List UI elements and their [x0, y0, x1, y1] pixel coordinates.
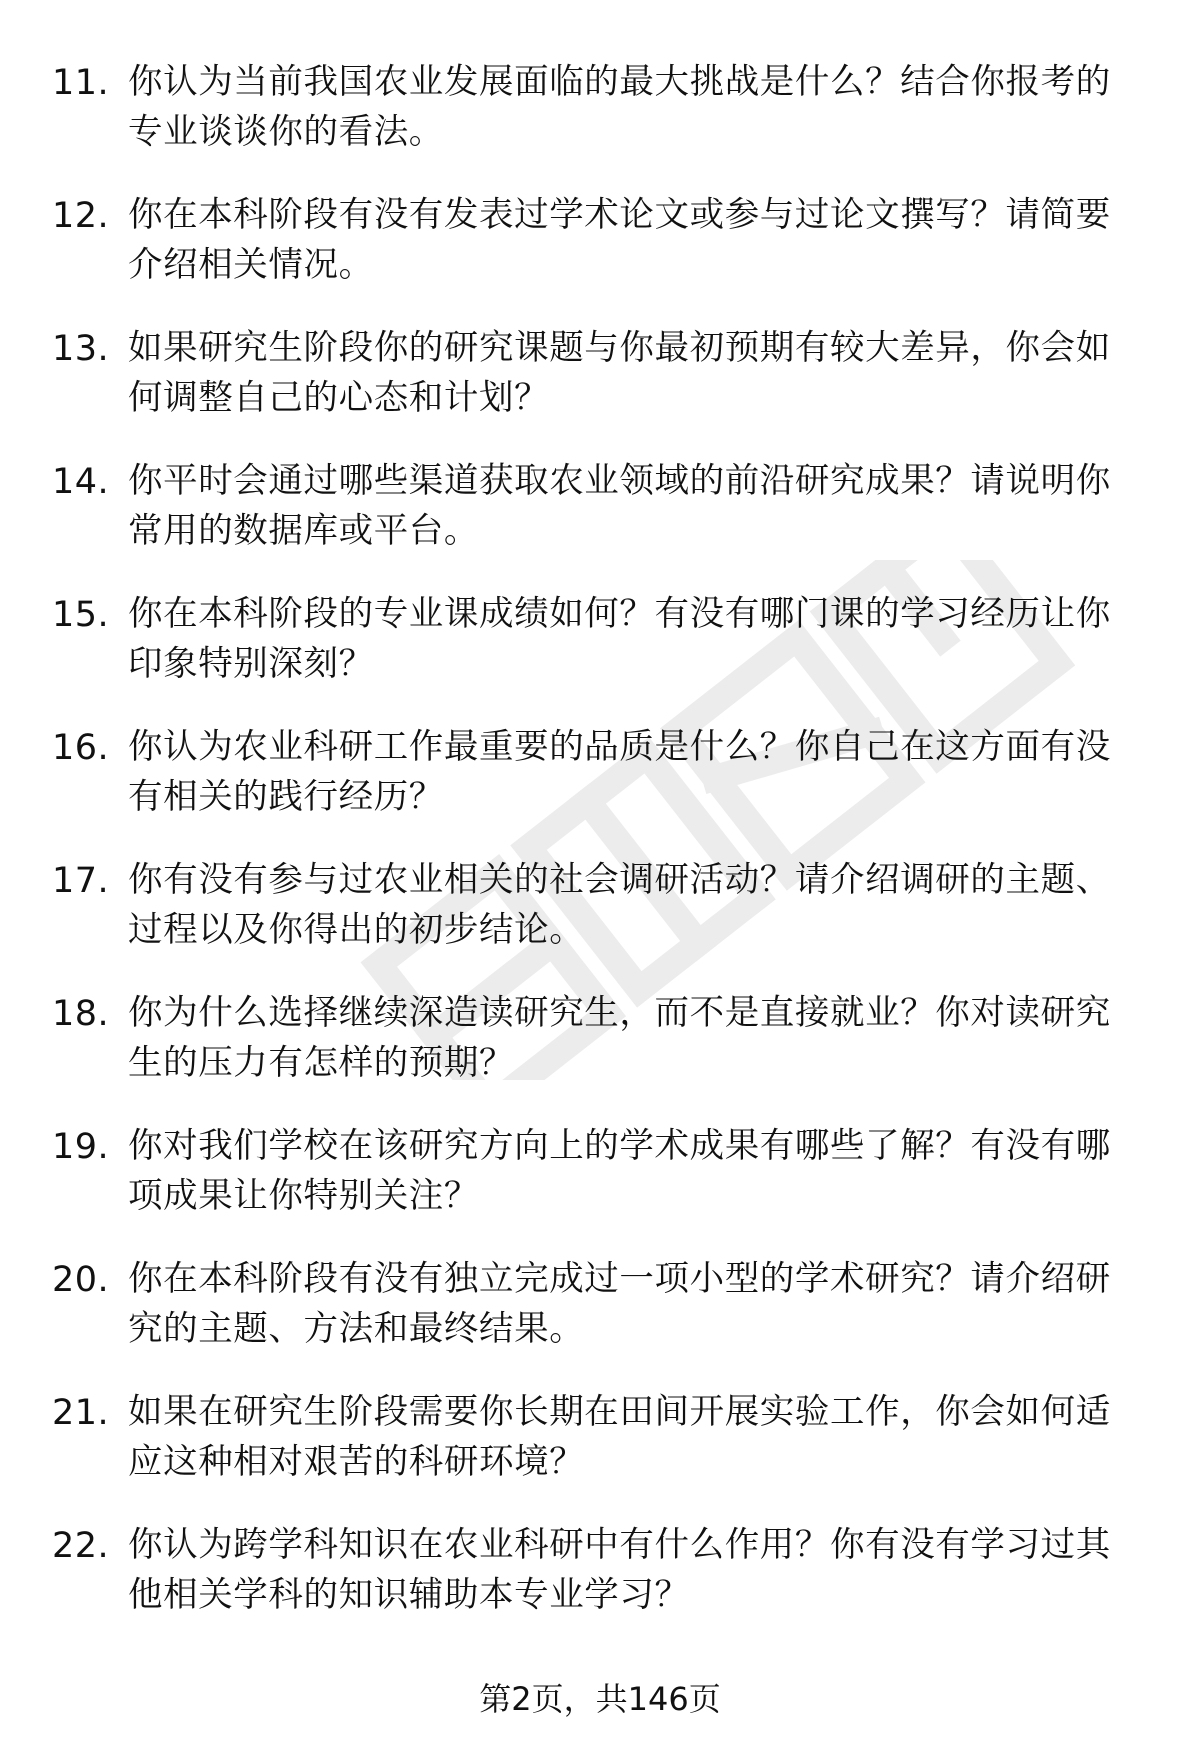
question-item — [0, 323, 1200, 456]
page-footer — [0, 1677, 1200, 1721]
question-text: 你有没有参与过农业相关的社会调研活动？请介绍调研的主题、过程以及你得出的初步结论。 — [128, 860, 1111, 950]
question-number: 19. — [52, 1127, 110, 1167]
question-text: 你为什么选择继续深造读研究生，而不是直接就业？你对读研究生的压力有怎样的预期？ — [128, 993, 1111, 1083]
question-text: 你认为农业科研工作最重要的品质是什么？你自己在这方面有没有相关的践行经历？ — [128, 727, 1111, 817]
question-item — [0, 1254, 1200, 1387]
question-number: 13. — [52, 329, 110, 369]
question-item — [0, 988, 1200, 1121]
question-number: 14. — [52, 462, 110, 502]
question-number: 12. — [52, 196, 110, 236]
question-number: 15. — [52, 595, 110, 635]
question-item — [0, 57, 1200, 190]
question-list — [0, 57, 1200, 1653]
question-item — [0, 1121, 1200, 1254]
question-text: 你在本科阶段有没有发表过学术论文或参与过论文撰写？请简要介绍相关情况。 — [128, 195, 1111, 285]
question-number: 20. — [52, 1260, 110, 1300]
question-item — [0, 1387, 1200, 1520]
question-number: 11. — [52, 63, 110, 103]
question-number: 16. — [52, 728, 110, 768]
question-text: 如果在研究生阶段需要你长期在田间开展实验工作，你会如何适应这种相对艰苦的科研环境？ — [128, 1392, 1111, 1482]
question-item — [0, 855, 1200, 988]
page-number-label: 第2页，共146页 — [479, 1680, 721, 1718]
question-text: 你在本科阶段的专业课成绩如何？有没有哪门课的学习经历让你印象特别深刻？ — [128, 594, 1111, 684]
question-text: 你认为当前我国农业发展面临的最大挑战是什么？结合你报考的专业谈谈你的看法。 — [128, 62, 1111, 152]
question-number: 18. — [52, 994, 110, 1034]
question-item — [0, 456, 1200, 589]
question-item — [0, 1520, 1200, 1653]
question-text: 你平时会通过哪些渠道获取农业领域的前沿研究成果？请说明你常用的数据库或平台。 — [128, 461, 1111, 551]
question-number: 21. — [52, 1393, 110, 1433]
question-text: 你认为跨学科知识在农业科研中有什么作用？你有没有学习过其他相关学科的知识辅助本专业学习？ — [128, 1525, 1111, 1615]
question-item — [0, 722, 1200, 855]
question-item — [0, 190, 1200, 323]
question-number: 22. — [52, 1526, 110, 1566]
question-item — [0, 589, 1200, 722]
question-text: 你在本科阶段有没有独立完成过一项小型的学术研究？请介绍研究的主题、方法和最终结果。 — [128, 1259, 1111, 1349]
question-text: 如果研究生阶段你的研究课题与你最初预期有较大差异，你会如何调整自己的心态和计划？ — [128, 328, 1111, 418]
question-number: 17. — [52, 861, 110, 901]
question-text: 你对我们学校在该研究方向上的学术成果有哪些了解？有没有哪项成果让你特别关注？ — [128, 1126, 1111, 1216]
